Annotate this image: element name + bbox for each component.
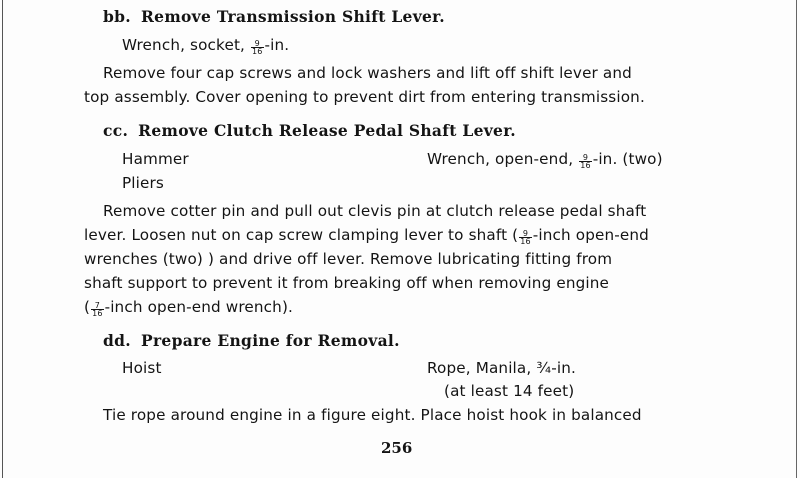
section-bb-tool-fraction (251, 40, 263, 55)
fraction-numerator: 9 (579, 154, 591, 162)
tool-rope-note: (at least 14 feet) (444, 382, 575, 400)
tool-hoist: Hoist (122, 359, 162, 377)
fraction-numerator: 9 (251, 40, 263, 48)
para-line-2-end: -inch open-end (532, 226, 649, 244)
tool-wrench-fraction (579, 154, 591, 169)
section-cc-para-line-2 (84, 225, 649, 245)
tool-rope: Rope, Manila, ¾-in. (427, 359, 576, 377)
section-dd-heading (103, 331, 400, 351)
section-bb-tool-suffix: -in. (264, 36, 290, 54)
section-bb-heading (103, 7, 445, 27)
section-bb-para-line-2: top assembly. Cover opening to prevent dirt from entering transmission. (84, 88, 645, 106)
para-line-5-start: ( (84, 298, 91, 316)
page-right-edge (796, 0, 797, 478)
tool-hammer: Hammer (122, 150, 189, 168)
section-cc-label: cc. (103, 121, 129, 140)
section-dd-label: dd. (103, 331, 131, 350)
tool-pliers: Pliers (122, 174, 164, 192)
section-cc-title: Remove Clutch Release Pedal Shaft Lever. (138, 121, 516, 140)
section-bb-tool (122, 35, 289, 55)
fraction-numerator: 9 (519, 230, 531, 238)
fraction-numerator: 7 (91, 302, 103, 310)
para-line-2-start: lever. Loosen nut on cap screw clamping lever to shaft ( (84, 226, 519, 244)
tool-wrench-suffix: -in. (two) (592, 150, 663, 168)
section-cc-para-line-4: shaft support to prevent it from breaking off when removing engine (84, 274, 610, 292)
fraction-denominator: 16 (92, 309, 103, 318)
section-cc-heading (103, 121, 516, 141)
fraction-denominator: 16 (580, 161, 591, 170)
section-dd-title: Prepare Engine for Removal. (140, 331, 400, 350)
page-number: 256 (381, 439, 413, 457)
tool-wrench-prefix: Wrench, open-end, (427, 150, 574, 168)
section-bb-tool-prefix: Wrench, socket, (122, 36, 246, 54)
section-bb-title: Remove Transmission Shift Lever. (140, 7, 445, 26)
section-bb-label: bb. (103, 7, 131, 26)
tool-wrench-open-end (427, 149, 663, 169)
para-line-2-fraction (519, 230, 531, 245)
para-line-5-fraction (91, 302, 103, 317)
fraction-denominator: 16 (520, 237, 531, 246)
section-cc-para-line-1: Remove cotter pin and pull out clevis pin at clutch release pedal shaft (103, 202, 647, 220)
page-left-edge (2, 0, 3, 478)
para-line-5-end: -inch open-end wrench). (104, 298, 293, 316)
section-dd-para-line-1: Tie rope around engine in a figure eight. Place hoist hook in balanced (103, 406, 642, 424)
section-bb-para-line-1: Remove four cap screws and lock washers and lift off shift lever and (103, 64, 632, 82)
section-cc-para-line-3: wrenches (two) ) and drive off lever. Remove lubricating fitting from (84, 250, 613, 268)
fraction-denominator: 16 (252, 47, 263, 56)
section-cc-para-line-5 (84, 297, 293, 317)
